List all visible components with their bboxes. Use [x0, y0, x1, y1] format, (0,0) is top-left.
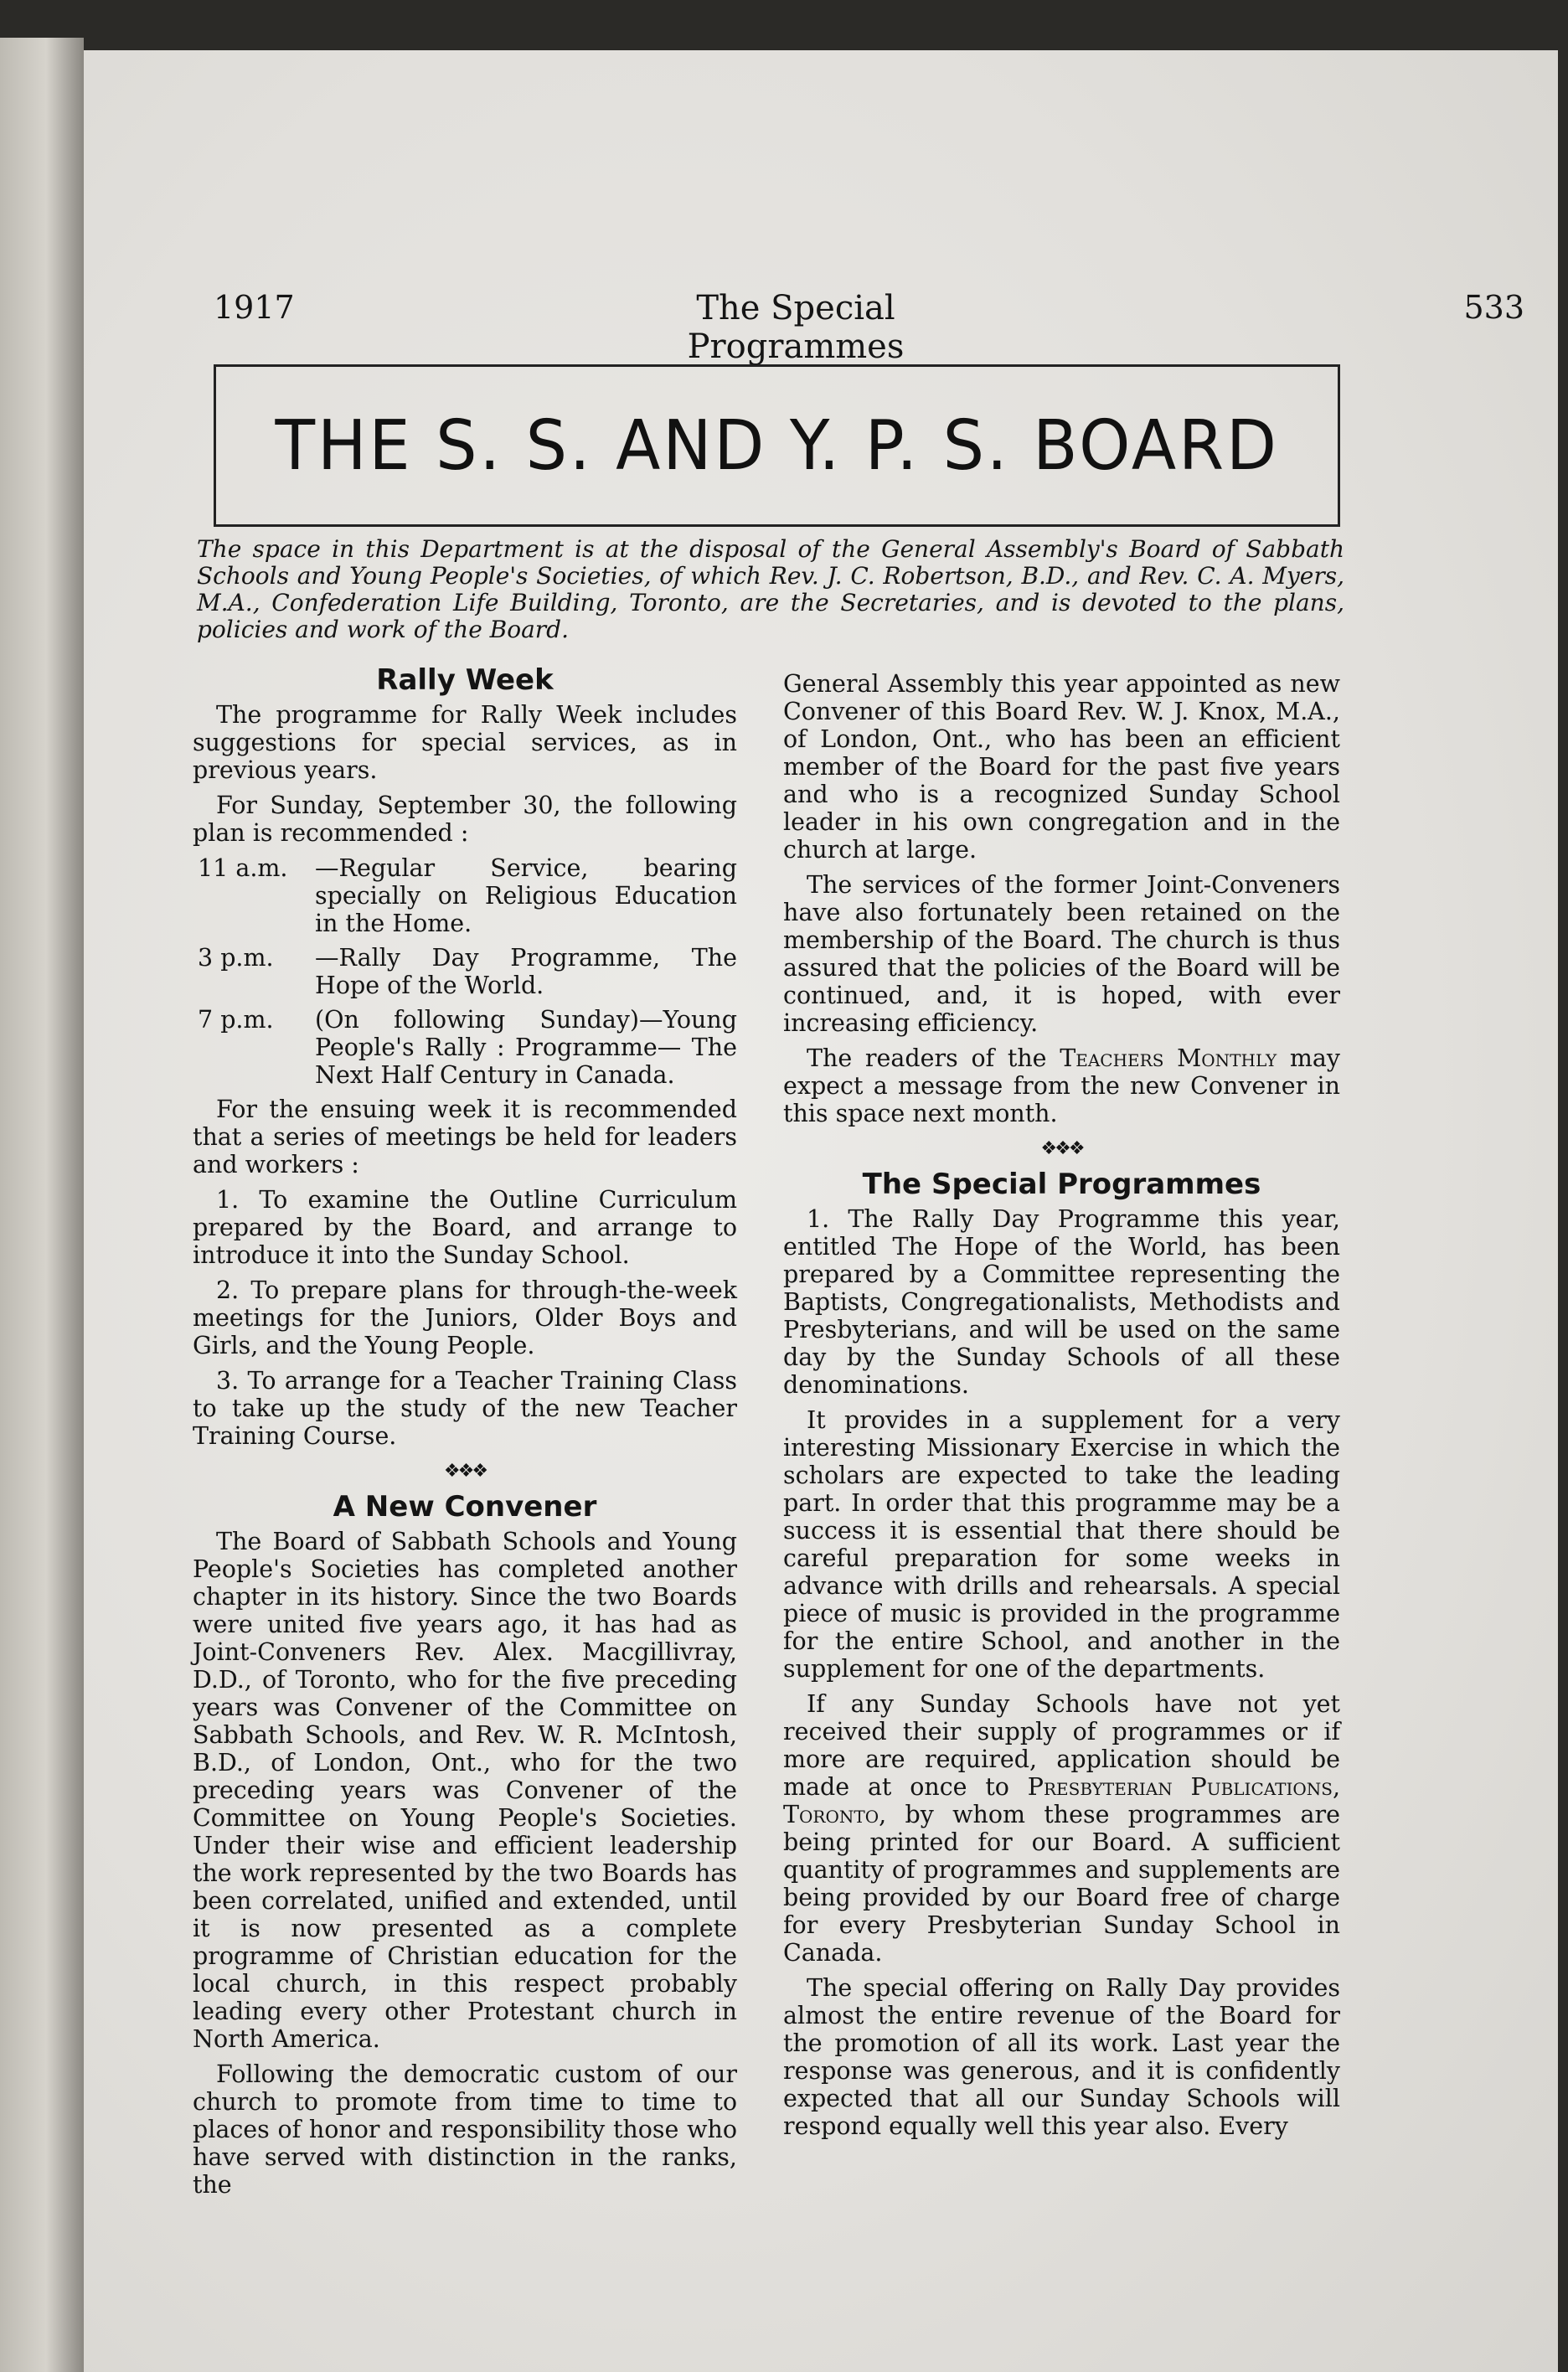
left-column: [193, 662, 737, 2206]
text-run: by whom these programmes are being printed for our Board. A sufficient quantity of programmes and supplements are being provided by our Board free of charge for every Presbyterian Sunday School in Canada.: [783, 1801, 1340, 1967]
schedule-time: 11 a.m.: [198, 854, 288, 882]
schedule-text: —Rally Day Programme, The Hope of the World.: [315, 944, 737, 999]
board-title-box: [214, 364, 1340, 527]
board-title: THE S. S. AND Y. P. S. BOARD: [275, 405, 1279, 486]
schedule-item: [193, 944, 737, 999]
magazine-name: Teachers Monthly: [1060, 1044, 1277, 1072]
list-item: 2. To prepare plans for through-the-week meetings for the Juniors, Older Boys and Girls, and the Young People.: [193, 1276, 737, 1359]
department-intro: The space in this Department is at the disposal of the General Assembly's Board of Sabbath Schools and Young People's Societies, of which Rev. J. C. Robertson, B.D., and Rev. C. A. Myers, M.A., Confederation Life Building, Toronto, are the Secretaries, and is devoted to the plans, policies and work of the Board.: [197, 535, 1344, 643]
paragraph: The special offering on Rally Day provides almost the entire revenue of the Board for the promotion of all its work. Last year the response was generous, and it is confidently expected that all our Sunday Schools will respond equally well this year also. Every: [783, 1974, 1340, 2140]
schedule-text: —Regular Service, bearing specially on Religious Education in the Home.: [315, 854, 737, 937]
paragraph: The services of the former Joint-Conveners have also fortunately been retained on the membership of the Board. The church is thus assured that the policies of the Board will be continued, and, it is hoped, with ever increasing efficiency.: [783, 871, 1340, 1037]
paragraph: The Board of Sabbath Schools and Young People's Societies has completed another chapter in its history. Since the two Boards were united five years ago, it has had as Joint-Conveners Rev. Alex. Macgillivray, D.D., of Toronto, who for the five preceding years was Convener of the Committee on Sabbath Schools, and Rev. W. R. McIntosh, B.D., of London, Ont., who for the two preceding years was Convener of the Committee on Young People's Societies. Under their wise and efficient leadership the work represented by the two Boards has been correlated, unified and extended, until it is now presented as a complete programme of Christian education for the local church, in this respect probably leading every other Protestant church in North America.: [193, 1528, 737, 2053]
paragraph: [783, 1690, 1340, 1967]
right-column: [783, 670, 1340, 2148]
page-number: 533: [1463, 289, 1524, 326]
running-title: The Special Programmes: [687, 289, 905, 366]
publisher-name: Presbyterian Publications, Toronto,: [783, 1773, 1340, 1828]
paragraph: The programme for Rally Week includes suggestions for special services, as in previous years.: [193, 701, 737, 784]
rally-week-heading: Rally Week: [376, 663, 554, 697]
paragraph: It provides in a supplement for a very interesting Missionary Exercise in which the scholars are expected to take the leading part. In order that this programme may be a success it is essential that there should be careful preparation for some weeks in advance with drills and rehearsals. A special piece of music is provided in the programme for the entire School, and another in the supplement for one of the departments.: [783, 1406, 1340, 1683]
text-run: If any Sunday Schools have not yet received their supply of programmes or if more are required, application should be made at once to: [783, 1690, 1340, 1801]
text-run: The readers of the: [807, 1044, 1060, 1072]
ornament-divider: ❖❖❖: [443, 1461, 487, 1482]
new-convener-heading: A New Convener: [333, 1490, 597, 1524]
list-item: 1. To examine the Outline Curriculum prepared by the Board, and arrange to introduce it into the Sunday School.: [193, 1186, 737, 1269]
schedule-item: [193, 1006, 737, 1089]
paragraph: 1. The Rally Day Programme this year, entitled The Hope of the World, has been prepared by a Committee representing the Baptists, Congregationalists, Methodists and Presbyterians, and will be used on the same day by the Sunday Schools of all these denominations.: [783, 1205, 1340, 1399]
paragraph: General Assembly this year appointed as new Convener of this Board Rev. W. J. Knox, M.A., of London, Ont., who has been an efficient member of the Board for the past five years and who is a recognized Sunday School leader in his own congregation and in the church at large.: [783, 670, 1340, 864]
paragraph: [783, 1044, 1340, 1127]
paragraph: Following the democratic custom of our church to promote from time to time to places of honor and responsibility those who have served with distinction in the ranks, the: [193, 2060, 737, 2199]
special-programmes-heading: The Special Programmes: [862, 1168, 1261, 1201]
schedule-time: 3 p.m.: [198, 944, 274, 972]
paragraph: For the ensuing week it is recommended that a series of meetings be held for leaders and workers :: [193, 1096, 737, 1178]
book-page: [84, 50, 1558, 2372]
text-run: may expect a message from the new Convener in this space next month.: [783, 1044, 1340, 1127]
facing-page-edge: [0, 38, 84, 2372]
header-year: 1917: [214, 289, 295, 326]
schedule-item: [193, 854, 737, 937]
list-item: 3. To arrange for a Teacher Training Class to take up the study of the new Teacher Training Course.: [193, 1367, 737, 1450]
schedule-text: (On following Sunday)—Young People's Rally : Programme— The Next Half Century in Canada.: [315, 1006, 737, 1089]
ornament-divider: ❖❖❖: [1040, 1138, 1083, 1159]
paragraph: For Sunday, September 30, the following plan is recommended :: [193, 792, 737, 847]
schedule-time: 7 p.m.: [198, 1006, 274, 1034]
